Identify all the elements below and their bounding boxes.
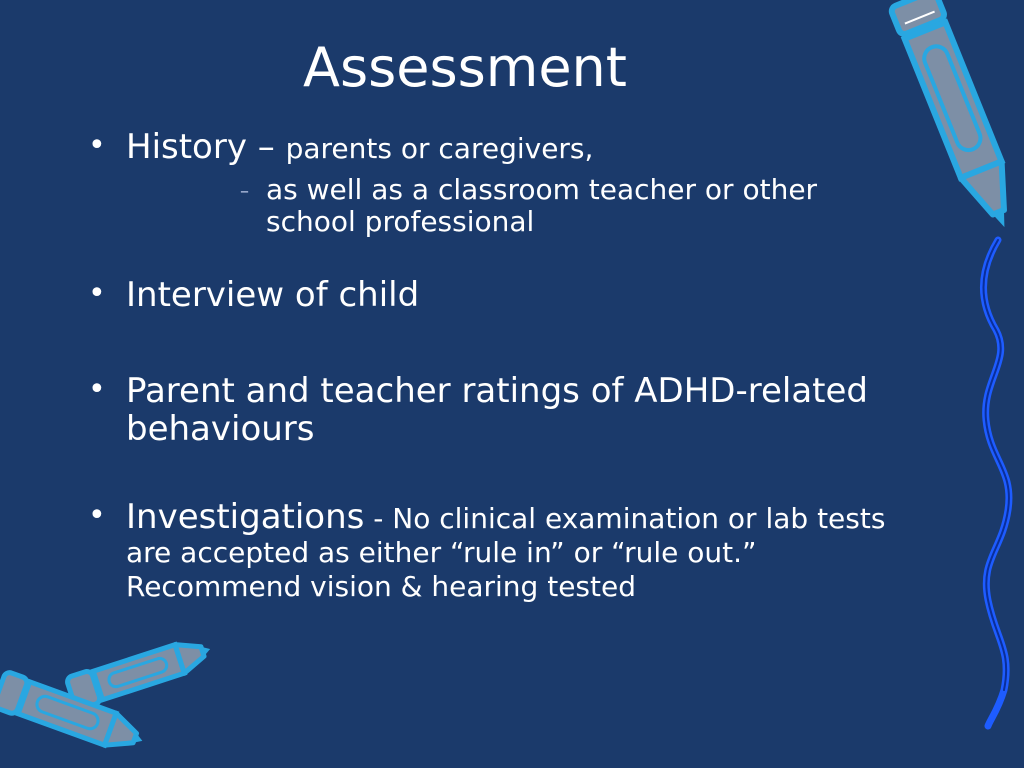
bullet-marker: • (88, 128, 106, 163)
bullet-text: Parent and teacher ratings of ADHD-related behaviours (126, 371, 868, 449)
crayon-icon (850, 0, 1010, 250)
sub-bullet (240, 174, 900, 238)
bullet-ratings (80, 372, 900, 448)
bullet-text: parents or caregivers, (285, 132, 594, 165)
bullet-marker: • (88, 498, 106, 533)
bullet-history (80, 127, 900, 238)
sub-bullet-text: as well as a classroom teacher or other school professional (266, 173, 818, 238)
bullet-text: Interview of child (126, 275, 420, 315)
wavy-line-icon (968, 230, 1024, 730)
crayon-icon (0, 655, 170, 765)
bullet-lead: History – (126, 127, 286, 167)
bullet-lead: Investigations (126, 497, 365, 537)
bullet-marker: • (88, 372, 106, 407)
bullet-interview (80, 276, 900, 314)
bullet-marker: • (88, 276, 106, 311)
bullet-investigations (80, 498, 900, 604)
bullet-text: - No clinical examination or lab tests are accepted as either “rule in” or “rule out.” Recommend vision & hearing tested (126, 502, 886, 603)
slide-title: Assessment (303, 36, 627, 99)
sub-bullet-marker: – (240, 181, 249, 202)
